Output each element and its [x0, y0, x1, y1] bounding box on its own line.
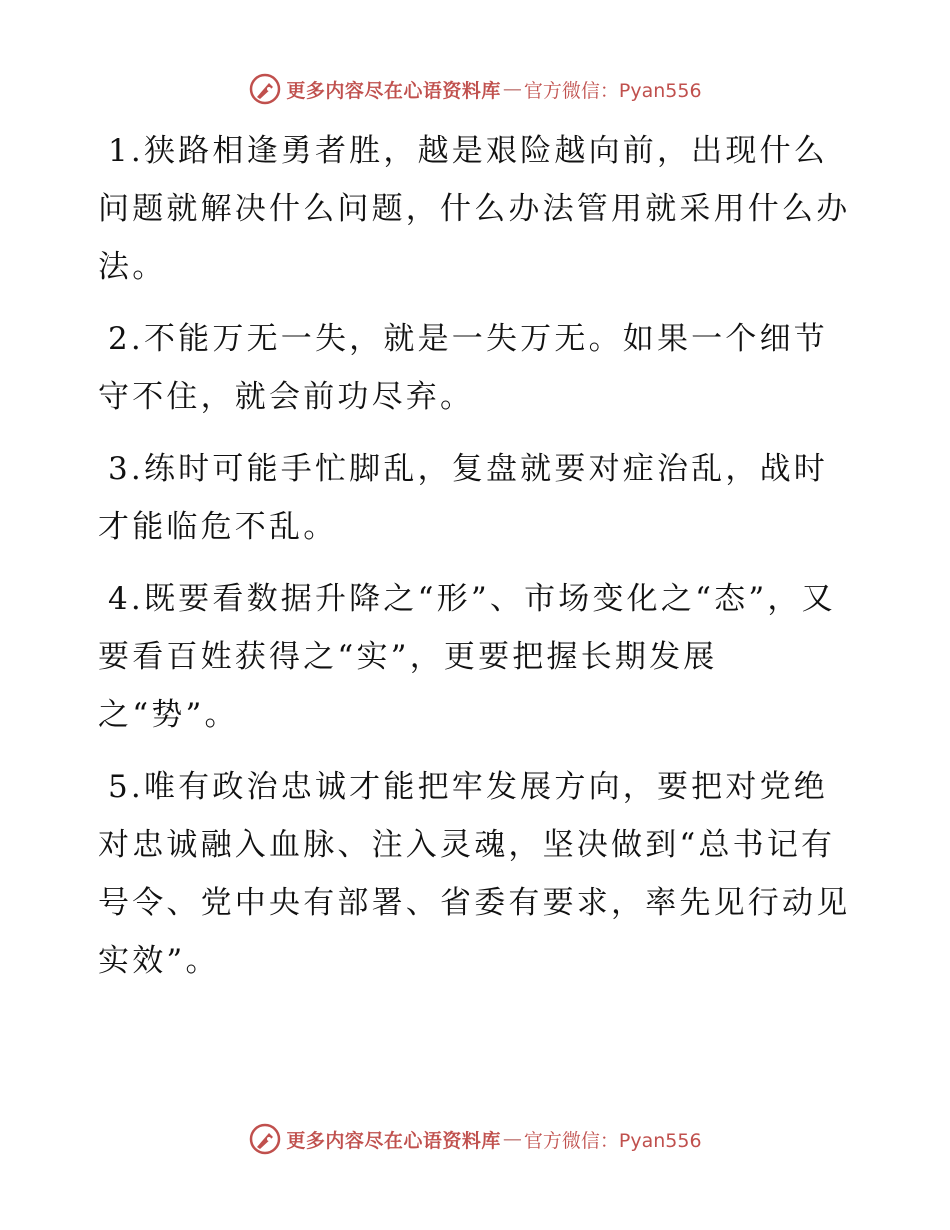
item-number: 2. [108, 321, 144, 357]
item-text: 唯有政治忠诚才能把牢发展方向，要把对党绝对忠诚融入血脉、注入灵魂，坚决做到“总书记有号令、党中央有部署、省委有要求，率先见行动见实效”。 [98, 769, 851, 979]
list-item [98, 440, 858, 556]
watermark-main-text: 更多内容尽在心语资料库 [286, 79, 501, 102]
item-number: 1. [108, 133, 144, 169]
pen-nib-icon [248, 1122, 282, 1156]
watermark-dash: — [502, 1128, 522, 1150]
item-text: 狭路相逢勇者胜，越是艰险越向前，出现什么问题就解决什么问题，什么办法管用就采用什么办法。 [98, 133, 851, 285]
item-text: 练时可能手忙脚乱，复盘就要对症治乱，战时才能临危不乱。 [98, 451, 828, 545]
document-body [98, 122, 858, 1004]
item-number: 3. [108, 451, 144, 487]
watermark-dash: — [502, 78, 522, 100]
watermark-main-text: 更多内容尽在心语资料库 [286, 1129, 501, 1152]
pen-nib-icon [248, 72, 282, 106]
item-text: 既要看数据升降之“形”、市场变化之“态”，又要看百姓获得之“实”，更要把握长期发展之“势”。 [98, 581, 836, 733]
item-number: 4. [108, 581, 144, 617]
list-item [98, 122, 858, 296]
item-text: 不能万无一失，就是一失万无。如果一个细节守不住，就会前功尽弃。 [98, 321, 828, 415]
list-item [98, 758, 858, 990]
item-number: 5. [108, 769, 144, 805]
header-watermark [0, 72, 950, 106]
footer-watermark [0, 1122, 950, 1156]
list-item [98, 310, 858, 426]
list-item [98, 570, 858, 744]
watermark-wechat-text: 官方微信：Pyan556 [523, 79, 702, 102]
watermark-wechat-text: 官方微信：Pyan556 [523, 1129, 702, 1152]
